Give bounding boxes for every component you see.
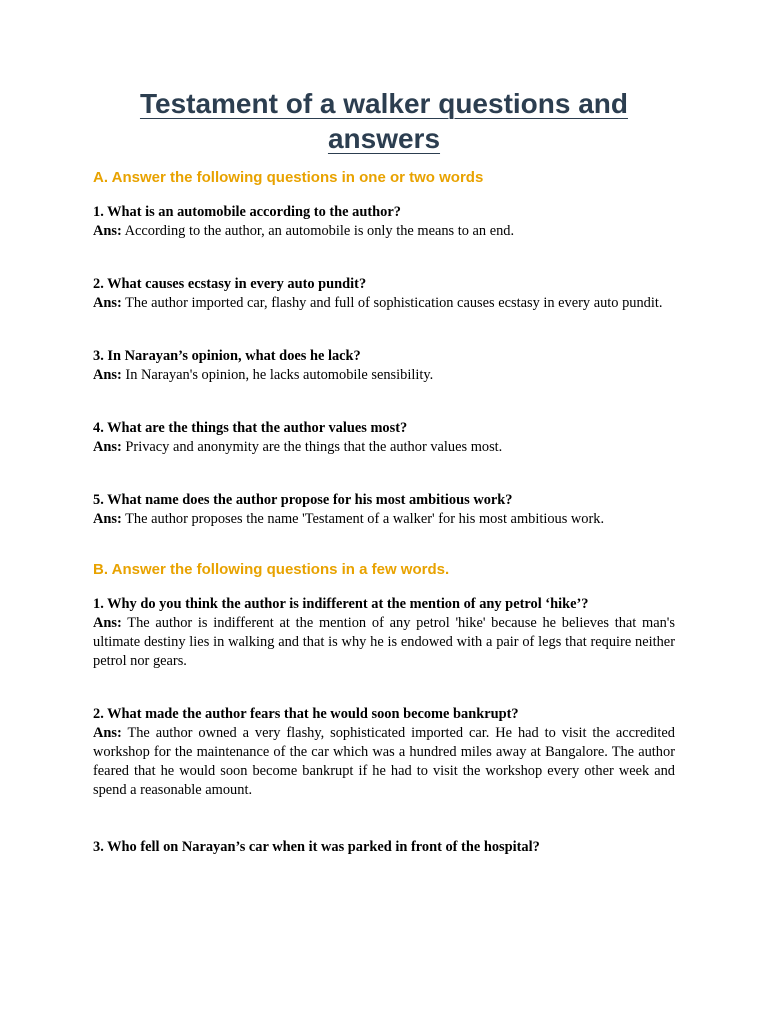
answer-text: In Narayan's opinion, he lacks automobile sensibility.: [125, 367, 434, 383]
answer: [93, 510, 675, 529]
question: 2. What causes ecstasy in every auto pundit?: [93, 276, 367, 292]
answer: [93, 614, 675, 671]
answer-label: Ans:: [93, 295, 122, 311]
question: 4. What are the things that the author values most?: [93, 420, 408, 436]
answer-label: Ans:: [93, 725, 122, 741]
answer-label: Ans:: [93, 439, 122, 455]
document-page: [93, 86, 675, 857]
question: 3. Who fell on Narayan’s car when it was parked in front of the hospital?: [93, 839, 540, 855]
section-b-item-1: [93, 595, 675, 671]
answer: [93, 222, 675, 241]
answer: [93, 366, 675, 385]
answer-text: According to the author, an automobile is only the means to an end.: [124, 223, 515, 239]
answer: [93, 438, 675, 457]
section-a-heading: A. Answer the following questions in one or two words: [93, 169, 484, 186]
answer: [93, 724, 675, 800]
answer-text: The author imported car, flashy and full of sophistication causes ecstasy in every auto pundit.: [125, 295, 663, 311]
answer: [93, 294, 675, 313]
section-a-item-1: [93, 203, 675, 241]
document-title-text: Testament of a walker questions and answers: [139, 88, 629, 154]
section-b-item-3: [93, 838, 675, 857]
section-b-heading: B. Answer the following questions in a few words.: [93, 561, 450, 578]
section-a-item-5: [93, 491, 675, 529]
question: 3. In Narayan’s opinion, what does he lack?: [93, 348, 361, 364]
answer-label: Ans:: [93, 615, 122, 631]
section-b-item-2: [93, 705, 675, 800]
section-a-item-4: [93, 419, 675, 457]
question: 1. What is an automobile according to the author?: [93, 204, 401, 220]
question: 2. What made the author fears that he would soon become bankrupt?: [93, 706, 519, 722]
document-title: [93, 86, 675, 156]
question: 5. What name does the author propose for his most ambitious work?: [93, 492, 513, 508]
section-a-item-3: [93, 347, 675, 385]
answer-text: The author owned a very flashy, sophisticated imported car. He had to visit the accredited workshop for the maintenance of the car which was a hundred miles away at Bangalore. The author feared that he would soon become bankrupt if he had to visit the workshop every other week and spend a reasonable amount.: [93, 725, 675, 798]
answer-label: Ans:: [93, 367, 122, 383]
answer-text: Privacy and anonymity are the things that the author values most.: [125, 439, 503, 455]
answer-text: The author proposes the name 'Testament of a walker' for his most ambitious work.: [125, 511, 605, 527]
answer-label: Ans:: [93, 511, 122, 527]
section-a-item-2: [93, 275, 675, 313]
answer-text: The author is indifferent at the mention of any petrol 'hike' because he believes that man's ultimate destiny lies in walking and that is why he is endowed with a pair of legs that require neither petrol nor gears.: [93, 615, 675, 669]
answer-label: Ans:: [93, 223, 122, 239]
question: 1. Why do you think the author is indifferent at the mention of any petrol ‘hike’?: [93, 596, 589, 612]
